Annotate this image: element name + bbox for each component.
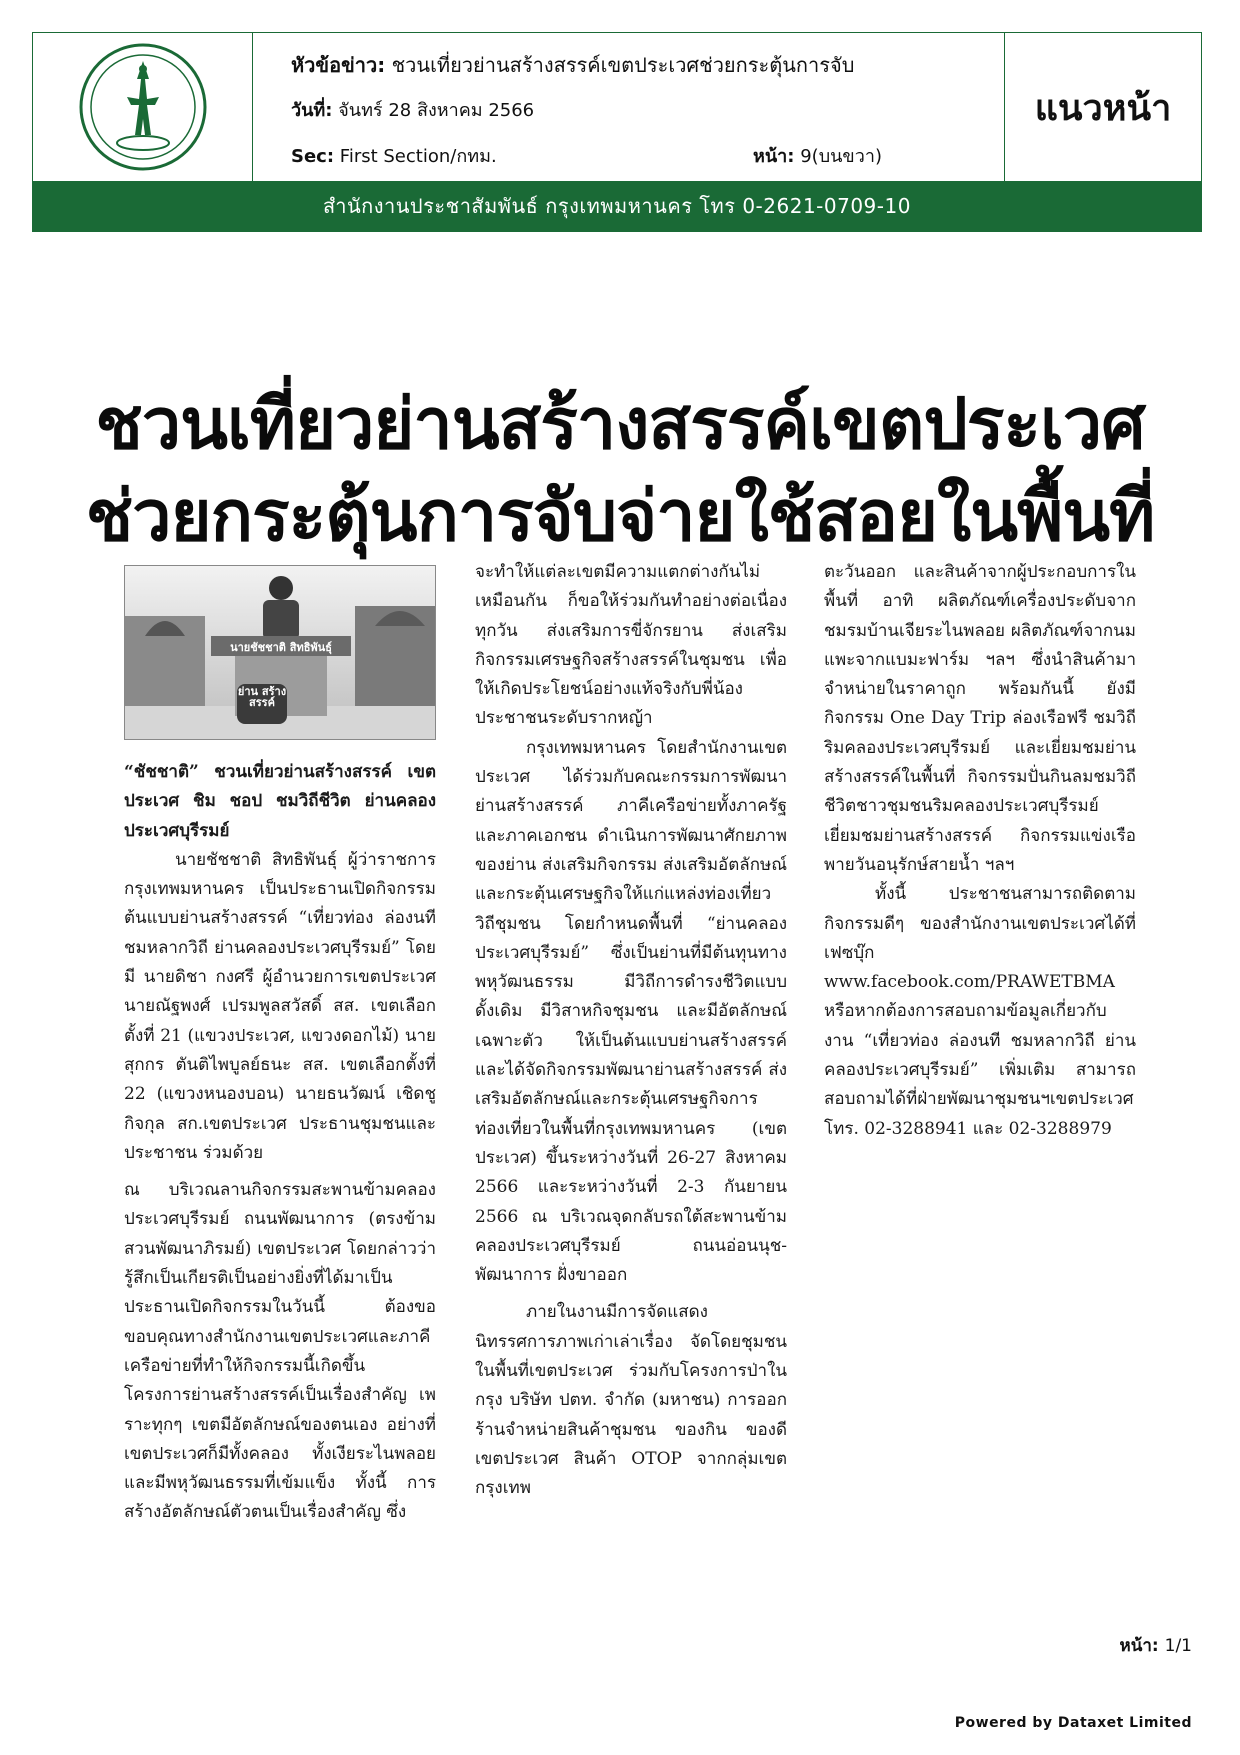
article-column-1 — [124, 758, 436, 1598]
date-meta: วันที่: จันทร์ 28 สิงหาคม 2566 — [291, 100, 535, 121]
meta-cell — [253, 33, 1005, 181]
page-meta: หน้า: 9(บนขวา) — [753, 146, 882, 167]
clipping-header — [32, 32, 1202, 232]
photo-name-sign: นายชัชชาติ สิทธิพันธุ์ — [230, 641, 332, 654]
article-headline-1: ชวนเที่ยวย่านสร้างสรรค์เขตประเวศ — [95, 383, 1145, 465]
bma-seal-icon — [75, 39, 211, 175]
photo-caption: “ชัชชาติ” ชวนเที่ยวย่านสร้างสรรค์ เขตประเวศ ชิม ชอป ชมวิถีชีวิต ย่านคลองประเวศบุรีรมย์ — [124, 762, 436, 841]
headline-meta: หัวข้อข่าว: ชวนเที่ยวย่านสร้างสรรค์เขตประเวศช่วยกระตุ้นการจับ — [291, 53, 855, 77]
article-photo — [124, 565, 436, 740]
column-2-paragraph-1: จะทำให้แต่ละเขตมีความแตกต่างกันไม่เหมือนกัน ก็ขอให้ร่วมกันทำอย่างต่อเนื่องทุกวัน ส่งเสริมการขี่จักรยาน ส่งเสริมกิจกรรมเศรษฐกิจสร้างสรรค์ในชุมชน เพื่อให้เกิดประโยชน์อย่างแท้จริงกับพี่น้องประชาชนระดับรากหญ้า — [475, 562, 787, 729]
page-number: หน้า: 1/1 — [1119, 1636, 1192, 1656]
article-column-3 — [824, 558, 1136, 1198]
column-1-paragraph-2: ณ บริเวณลานกิจกรรมสะพานข้ามคลองประเวศบุรีรมย์ ถนนพัฒนาการ (ตรงข้ามสวนพัฒนาภิรมย์) เขตประเวศ โดยกล่าวว่า รู้สึกเป็นเกียรติเป็นอย่างยิ่งที่ได้มาเป็นประธานเปิดกิจกรรมในวันนี้ ต้องขอขอบคุณทางสำนักงานเขตประเวศและภาคีเครือข่ายที่ทำให้กิจกรรมนี้เกิดขึ้น โครงการย่านสร้างสรรค์เป็นเรื่องสำคัญ เพราะทุกๆ เขตมีอัตลักษณ์ของตนเอง อย่างที่เขตประเวศก็มีทั้งคลอง ทั้งเงียระไนพลอย และมีพหุวัฒนธรรมที่เข้มแข็ง ทั้งนี้ การสร้างอัตลักษณ์ตัวตนเป็นเรื่องสำคัญ ซึ่ง — [124, 1180, 436, 1523]
office-band: สำนักงานประชาสัมพันธ์ กรุงเทพมหานคร โทร 0-2621-0709-10 — [33, 181, 1201, 231]
article-column-2 — [475, 558, 787, 1598]
column-3-paragraph-1: ตะวันออก และสินค้าจากผู้ประกอบการในพื้นที่ อาทิ ผลิตภัณฑ์เครื่องประดับจากชมรมบ้านเจียระไนพลอย ผลิตภัณฑ์จากนมแพะจากแบมะฟาร์ม ฯลฯ ซึ่งนำสินค้ามาจำหน่ายในราคาถูก พร้อมกันนี้ ยังมีกิจกรรม One Day Trip ล่องเรือฟรี ชมวิถีริมคลองประเวศบุรีรมย์ และเยี่ยมชมย่านสร้างสรรค์ในพื้นที่ กิจกรรมปั่นกินลมชมวิถีชีวิตชาวชุมชนริมคลองประเวศบุรีรมย์ เยี่ยมชมย่านสร้างสรรค์ กิจกรรมแข่งเรือพายวันอนุรักษ์สายน้ำ ฯลฯ — [824, 562, 1136, 875]
photo-logo-text: ย่าน สร้าง สรรค์ — [237, 685, 287, 709]
powered-by: Powered by Dataxet Limited — [954, 1715, 1192, 1731]
sec-meta: Sec: First Section/กทม. — [291, 146, 497, 167]
column-2-paragraph-3: ภายในงานมีการจัดแสดงนิทรรศการภาพเก่าเล่าเรื่อง จัดโดยชุมชนในพื้นที่เขตประเวศ ร่วมกับโครงการป่าในกรุง บริษัท ปตท. จำกัด (มหาชน) การออกร้านจำหน่ายสินค้าชุมชน ของกิน ของดี เขตประเวศ สินค้า OTOP จากกลุ่มเขตกรุงเทพ — [475, 1302, 787, 1499]
column-3-paragraph-2: ทั้งนี้ ประชาชนสามารถติดตามกิจกรรมดีๆ ของสำนักงานเขตประเวศได้ที่เฟซบุ๊ก www.facebook.com/PRAWETBMA หรือหากต้องการสอบถามข้อมูลเกี่ยวกับงาน “เที่ยวท่อง ล่องนที ชมหลากวิถี ย่านคลองประเวศบุรีรมย์” เพิ่มเติม สามารถสอบถามได้ที่ฝ่ายพัฒนาชุมชนฯเขตประเวศ โทร. 02-3288941 และ 02-3288979 — [824, 884, 1136, 1139]
newspaper-name: แนวหน้า — [1034, 87, 1172, 129]
logo-cell — [33, 33, 253, 181]
article-headline-2: ช่วยกระตุ้นการจับจ่ายใช้สอยในพื้นที่ — [85, 475, 1155, 557]
column-2-paragraph-2: กรุงเทพมหานคร โดยสำนักงานเขตประเวศ ได้ร่วมกับคณะกรรมการพัฒนาย่านสร้างสรรค์ ภาคีเครือข่ายทั้งภาครัฐและภาคเอกชน ดำเนินการพัฒนาศักยภาพของย่าน ส่งเสริมกิจกรรม ส่งเสริมอัตลักษณ์ และกระตุ้นเศรษฐกิจให้แก่แหล่งท่องเที่ยววิถีชุมชน โดยกำหนดพื้นที่ “ย่านคลองประเวศบุรีรมย์” ซึ่งเป็นย่านที่มีต้นทุนทางพหุวัฒนธรรม มีวิถีการดำรงชีวิตแบบดั้งเดิม มีวิสาหกิจชุมชน และมีอัตลักษณ์เฉพาะตัว ให้เป็นต้นแบบย่านสร้างสรรค์ และได้จัดกิจกรรมพัฒนาย่านสร้างสรรค์ ส่งเสริมอัตลักษณ์และกระตุ้นเศรษฐกิจการท่องเที่ยวในพื้นที่กรุงเทพมหานคร (เขตประเวศ) ขึ้นระหว่างวันที่ 26-27 สิงหาคม 2566 และระหว่างวันที่ 2-3 กันยายน 2566 ณ บริเวณจุดกลับรถใต้สะพานข้ามคลองประเวศบุรีรมย์ ถนนอ่อนนุช-พัฒนาการ ฝั่งขาออก — [475, 737, 787, 1286]
column-1-paragraph-1: นายชัชชาติ สิทธิพันธุ์ ผู้ว่าราชการกรุงเทพมหานคร เป็นประธานเปิดกิจกรรมต้นแบบย่านสร้างสรรค์ “เที่ยวท่อง ล่องนที ชมหลากวิถี ย่านคลองประเวศบุรีรมย์” โดยมี นายดิชา กงศรี ผู้อำนวยการเขตประเวศ นายณัฐพงศ์ เปรมพูลสวัสดิ์ สส. เขตเลือกตั้งที่ 21 (แขวงประเวศ, แขวงดอกไม้) นายสุกกร ตันติไพบูลย์ธนะ สส. เขตเลือกตั้งที่ 22 (แขวงหนองบอน) นายธนวัฒน์ เชิดชูกิจกุล สก.เขตประเวศ ประธานชุมชนและประชาชน ร่วมด้วย — [124, 849, 436, 1163]
section-cell — [1005, 33, 1201, 181]
